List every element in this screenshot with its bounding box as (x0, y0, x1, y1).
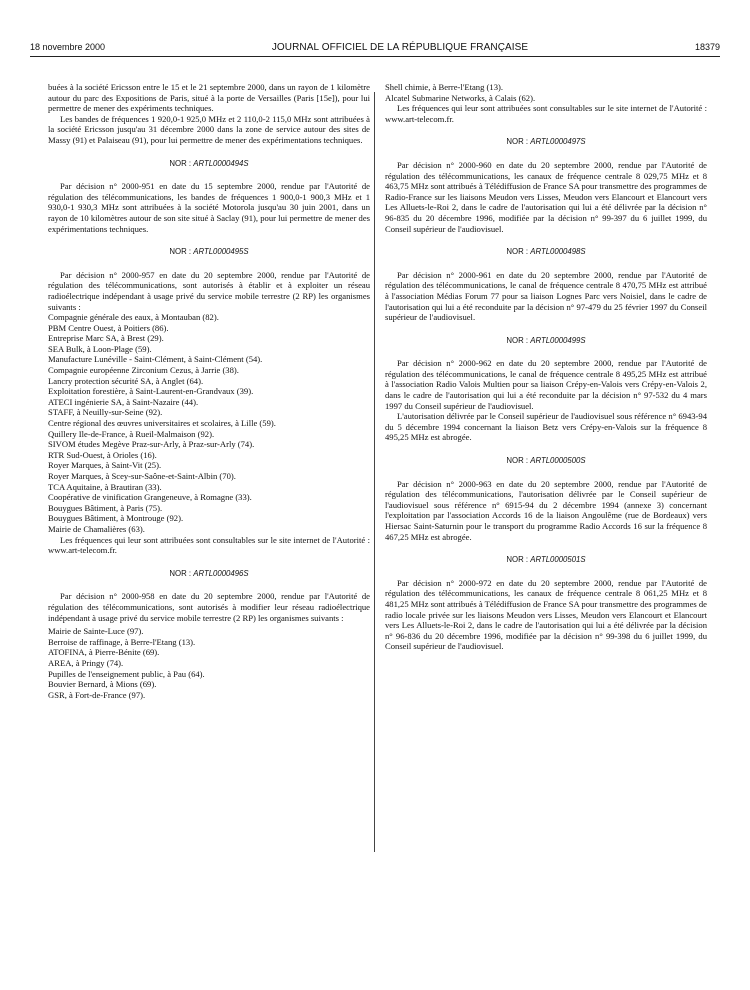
list-item: Bouvier Bernard, à Mions (69). (48, 679, 157, 690)
list-item: Alcatel Submarine Networks, à Calais (62). (385, 92, 536, 103)
nor-reference (385, 137, 707, 148)
nor-reference (385, 555, 707, 566)
paragraph: L'autorisation délivrée par le Conseil supérieur de l'audiovisuel sous référence n° 6943-94 du 5 décembre 1994 concernant la liaison Betz vers Crépy-en-Valois sur la fréquence 8 495,25 MHz est abrogée. (385, 411, 707, 443)
nor-code: ARTL0000497S (530, 137, 586, 147)
nor-code: ARTL0000500S (530, 456, 586, 466)
column-divider (374, 92, 375, 852)
paragraph: Par décision n° 2000-960 en date du 20 septembre 2000, rendue par l'Autorité de régulation des télécommunications, les canaux de fréquence centrale 8 029,75 MHz et 8 463,75 MHz sont attribués à Télédiffusion de France SA pour transmettre des programmes de Radio-France sur les liaisons Meudon vers Lisses, Meudon vers Elancourt et Elancourt vers Les Alluets-le-Roi 2, dans le cadre de l'autorisation qui lui a été délivrée par la décision n° 96-835 du 20 décembre 1996, modifiée par la décision n° 99-397 du 6 juillet 1999, du Conseil supérieur de l'audiovisuel. (385, 159, 707, 234)
paragraph: buées à la société Ericsson entre le 15 et le 21 septembre 2000, dans un rayon de 1 kilomètre autour du parc des Expositions de Paris, situé à la porte de Versailles (Paris [15e]), pour lui permettre de mener des expériments techniques. (48, 82, 370, 114)
list-item: Bouygues Bâtiment, à Montrouge (92). (48, 513, 184, 524)
paragraph: Par décision n° 2000-951 en date du 15 septembre 2000, rendue par l'Autorité de régulation des télécommunications, les bandes de fréquences 1 900,0-1 900,3 MHz et 1 930,0-1 930,3 MHz sont attribuées à la société Motorola jusqu'au 30 juin 2001, dans un rayon de 10 kilomètres autour de son site situé à Saclay (91), pour lui permettre de mener des expérimentations techniques. (48, 181, 370, 234)
paragraph: Les bandes de fréquences 1 920,0-1 925,0 MHz et 2 110,0-2 115,0 MHz sont attribuées à la société Ericsson jusqu'au 31 décembre 2000 dans la zone de service autour des sites de Massy (91) et Palaiseau (91), pour lui permettre de mener des expérimentations techniques. (48, 113, 370, 145)
nor-label: NOR : (506, 137, 529, 147)
nor-label: NOR : (169, 568, 192, 578)
header-rule (30, 56, 720, 57)
right-column (385, 82, 707, 652)
nor-reference (385, 336, 707, 347)
list-item: Shell chimie, à Berre-l'Etang (13). (385, 82, 504, 92)
list-item: PBM Centre Ouest, à Poitiers (86). (48, 322, 169, 333)
list-item: SIVOM études Megève Praz-sur-Arly, à Praz-sur-Arly (74). (48, 439, 255, 450)
list-item: Exploitation forestière, à Saint-Laurent-en-Grandvaux (39). (48, 386, 254, 397)
paragraph: Par décision n° 2000-958 en date du 20 septembre 2000, rendue par l'Autorité de régulation des télécommunications, sont autorisés à modifier leur réseau radioélectrique indépendant à usage privé du service mobile terrestre (2 RP) les organismes suivants : (48, 591, 370, 623)
list-item: Entreprise Marc SA, à Brest (29). (48, 333, 164, 344)
nor-code: ARTL0000495S (193, 247, 249, 257)
list-item: STAFF, à Neuilly-sur-Seine (92). (48, 407, 163, 418)
nor-code: ARTL0000494S (193, 158, 249, 168)
list-item: Pupilles de l'enseignement public, à Pau (64). (48, 668, 205, 679)
nor-label: NOR : (169, 247, 192, 257)
paragraph: Par décision n° 2000-972 en date du 20 septembre 2000, rendue par l'Autorité de régulation des télécommunications, les canaux de fréquence centrale 8 061,25 MHz et 8 481,25 MHz sont attribués à Télédiffusion de France SA pour transmettre des programmes de radio locale privée sur les liaisons Meudon vers Lisses, Meudon vers Elancourt et Elancourt vers Les Alluets-le-Roi 2, dans le cadre de l'autorisation qui lui a été délivrée par la décision n° 96-836 du 20 décembre 1996, modifiée par la décision n° 99-398 du 6 juillet 1999, du Conseil supérieur de l'audiovisuel. (385, 577, 707, 652)
list-item: Manufacture Lunéville - Saint-Clément, à Saint-Clément (54). (48, 354, 263, 365)
nor-reference (48, 159, 370, 170)
nor-reference (48, 569, 370, 580)
nor-label: NOR : (506, 335, 529, 345)
nor-label: NOR : (506, 247, 529, 257)
list-item: Coopérative de vinification Grangeneuve, à Romagne (33). (48, 492, 252, 503)
nor-reference (385, 456, 707, 467)
paragraph: Par décision n° 2000-963 en date du 20 septembre 2000, rendue par l'Autorité de régulation des télécommunications, l'autorisation délivrée par le Conseil supérieur de l'audiovisuel sous référence n° 6915-94 du 2 décembre 1994 (annexe 3) concernant l'exploitation par l'association Accords 16 de la liaison Angoulême (rue de Bordeaux) vers Hiersac Saint-Saturnin pour le transport du programme Radio Accords 16 sur la fréquence 8 467,25 MHz est abrogée. (385, 478, 707, 542)
list-item: ATOFINA, à Pierre-Bénite (69). (48, 647, 160, 658)
list-item: Royer Marques, à Scey-sur-Saône-et-Saint-Albin (70). (48, 471, 236, 481)
list-item: Compagnie européenne Zirconium Cezus, à Jarrie (38). (48, 365, 239, 376)
list-item: Berroise de raffinage, à Berre-l'Etang (13). (48, 636, 196, 647)
header-date: 18 novembre 2000 (30, 42, 106, 52)
paragraph: Par décision n° 2000-957 en date du 20 septembre 2000, rendue par l'Autorité de régulation des télécommunications, sont autorisés à établir et à exploiter un réseau radioélectrique indépendant à usage privé du service mobile terrestre (2 RP) les organismes suivants : (48, 269, 370, 312)
nor-code: ARTL0000501S (530, 555, 586, 565)
left-column (48, 82, 370, 700)
nor-label: NOR : (506, 456, 529, 466)
paragraph: Par décision n° 2000-961 en date du 20 septembre 2000, rendue par l'Autorité de régulation des télécommunications, le canal de fréquence centrale 8 470,75 MHz est attribué à l'association Médias Forum 77 pour sa liaison Lognes Parc vers Noisiel, dans le cadre de l'autorisation qui lui a été reconduite par la décision n° 97-479 du 25 février 1997 du Conseil supérieur de l'audiovisuel. (385, 269, 707, 323)
list-item: ATECI ingénierie SA, à Saint-Nazaire (44). (48, 396, 199, 407)
nor-label: NOR : (506, 555, 529, 565)
nor-reference (48, 247, 370, 258)
organisms-list (48, 626, 370, 700)
paragraph: Par décision n° 2000-962 en date du 20 septembre 2000, rendue par l'Autorité de régulation des télécommunications, le canal de fréquence centrale 8 495,25 MHz est attribué à l'association Radio Valois Multien pour sa liaison Crépy-en-Valois vers Crépy-en-Valois 2, dans le cadre de l'autorisation qui lui a été reconduite par la décision n° 97-532 du 4 mars 1997 du Conseil supérieur de l'audiovisuel. (385, 358, 707, 411)
organisms-list (48, 312, 370, 534)
nor-code: ARTL0000499S (530, 335, 586, 345)
nor-reference (385, 247, 707, 258)
list-item: SEA Bulk, à Loon-Plage (59). (48, 343, 152, 354)
list-item: RTR Sud-Ouest, à Orioles (16). (48, 449, 157, 460)
page-number: 18379 (694, 42, 720, 52)
list-item: Centre régional des œuvres universitaires et scolaires, à Lille (59). (48, 418, 276, 429)
list-item: Mairie de Sainte-Luce (97). (48, 626, 144, 637)
list-item: TCA Aquitaine, à Brautiran (33). (48, 481, 162, 492)
list-item: Quillery Ile-de-France, à Rueil-Malmaison (92). (48, 428, 215, 439)
list-item: AREA, à Pringy (74). (48, 657, 124, 668)
paragraph: Les fréquences qui leur sont attribuées sont consultables sur le site internet de l'Autorité : www.art-telecom.fr. (48, 534, 370, 556)
list-item: Mairie de Chamalières (63). (48, 523, 145, 534)
paragraph: Les fréquences qui leur sont attribuées sont consultables sur le site internet de l'Autorité : www.art-telecom.fr. (385, 103, 707, 124)
nor-code: ARTL0000498S (530, 247, 586, 257)
organisms-list-continued (385, 82, 707, 103)
list-item: Royer Marques, à Saint-Vit (25). (48, 460, 162, 471)
list-item: Bouygues Bâtiment, à Paris (75). (48, 502, 163, 513)
page-header (30, 40, 720, 54)
list-item: GSR, à Fort-de-France (97). (48, 689, 146, 700)
nor-label: NOR : (169, 158, 192, 168)
list-item: Compagnie générale des eaux, à Montauban (82). (48, 312, 219, 323)
journal-title: JOURNAL OFFICIEL DE LA RÉPUBLIQUE FRANÇAISE (271, 41, 529, 53)
nor-code: ARTL0000496S (193, 568, 249, 578)
list-item: Lancry protection sécurité SA, à Anglet (64). (48, 375, 204, 386)
